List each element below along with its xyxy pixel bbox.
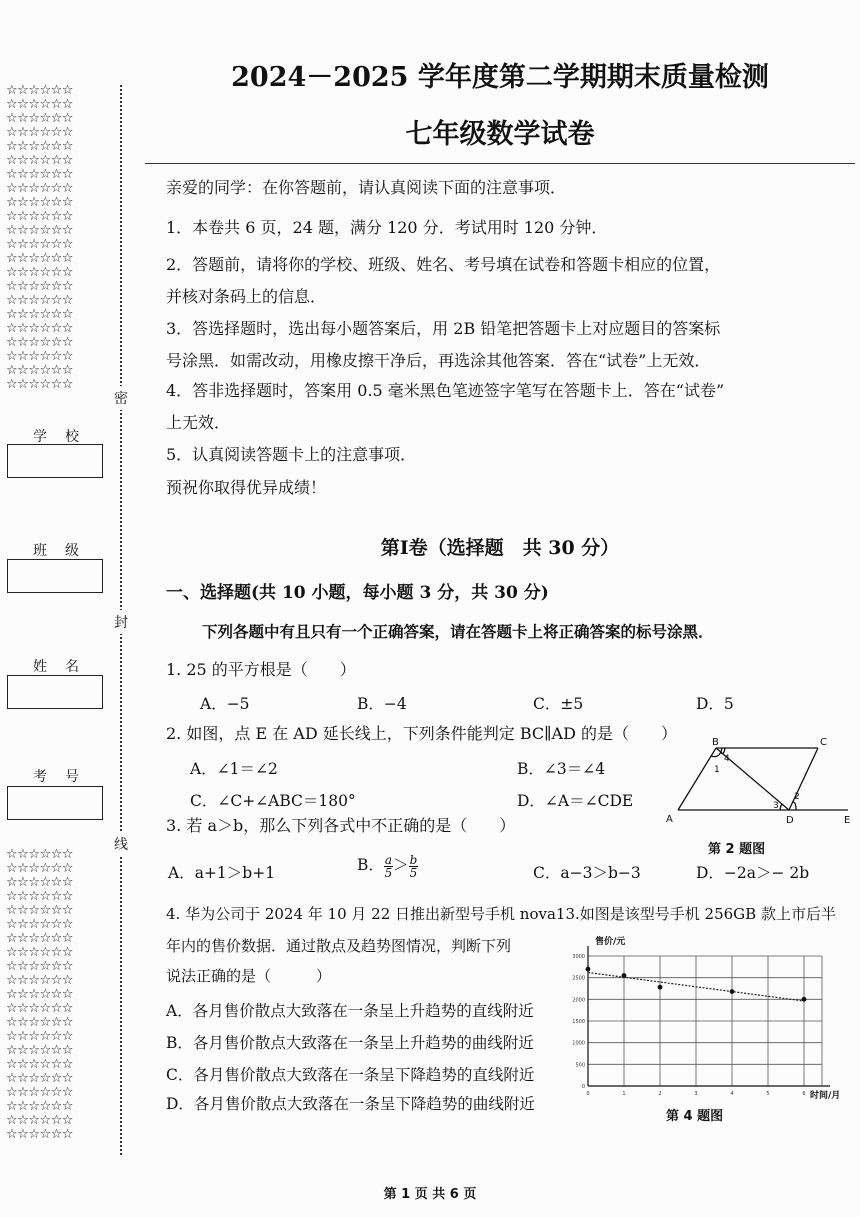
angle-arc-3 bbox=[780, 805, 783, 810]
notice-item-1: 1．本卷共 6 页，24 题，满分 120 分．考试用时 120 分钟． bbox=[166, 218, 608, 237]
angle-label-3: 3 bbox=[773, 801, 779, 811]
y-axis-label: 售价/元 bbox=[595, 937, 626, 947]
q1-stem: 1. 25 的平方根是（ ） bbox=[166, 660, 356, 679]
y-tick-label: 500 bbox=[575, 1062, 585, 1069]
notice-item-2b: 并核对条码上的信息． bbox=[166, 287, 327, 306]
y-tick-label: 2000 bbox=[572, 997, 585, 1004]
section-instruction: 下列各题中有且只有一个正确答案，请在答题卡上将正确答案的标号涂黑． bbox=[202, 622, 714, 641]
notice-item-4a: 4．答非选择题时，答案用 0.5 毫米黑色笔迹签字笔写在答题卡上．答在“试卷” bbox=[166, 381, 725, 400]
angle-label-2: 2 bbox=[794, 792, 800, 802]
notice-item-4b: 上无效． bbox=[166, 413, 231, 432]
header-rule bbox=[145, 163, 855, 164]
q1-option-c[interactable]: C．±5 bbox=[533, 695, 584, 713]
decorative-stars-top: ☆☆☆☆☆☆ ☆☆☆☆☆☆ ☆☆☆☆☆☆ ☆☆☆☆☆☆ ☆☆☆☆☆☆ ☆☆☆☆☆☆ ☆☆☆☆☆☆ ☆☆☆☆☆☆ ☆☆☆☆☆☆ ☆☆☆☆☆☆ ☆☆☆☆☆☆ ☆☆☆☆☆☆ ☆☆☆☆☆☆ ☆☆☆☆☆☆ ☆☆☆☆☆☆ ☆☆☆☆☆☆ ☆☆☆☆☆☆ ☆☆☆☆☆☆ ☆☆☆☆☆☆ ☆☆☆☆☆☆ ☆☆☆☆☆☆ ☆☆☆☆☆☆ bbox=[6, 83, 73, 392]
q3-option-c[interactable]: C．a−3＞b−3 bbox=[533, 864, 641, 882]
q4-stem-line3: 说法正确的是（ ） bbox=[166, 967, 332, 985]
q1-option-a[interactable]: A．−5 bbox=[200, 695, 250, 713]
q4-stem-line1: 4. 华为公司于 2024 年 10 月 22 日推出新型号手机 nova13.如图是该型号手机 256GB 款上市后半 bbox=[166, 905, 836, 923]
q3-option-d[interactable]: D．−2a＞− 2b bbox=[696, 864, 810, 882]
seal-char-xian: 线 bbox=[114, 832, 128, 856]
x-tick-label: 1 bbox=[622, 1091, 626, 1097]
fraction-a-over-5: $\frac{a}{5}$ bbox=[384, 852, 393, 880]
fraction-b-over-5: $\frac{b}{5}$ bbox=[409, 852, 418, 880]
q3-option-b-prefix: B． bbox=[357, 856, 384, 874]
seal-char-mi: 密 bbox=[114, 386, 128, 410]
name-field[interactable] bbox=[7, 675, 103, 709]
q3-option-b-gt: ＞ bbox=[393, 856, 409, 874]
decorative-stars-bottom: ☆☆☆☆☆☆ ☆☆☆☆☆☆ ☆☆☆☆☆☆ ☆☆☆☆☆☆ ☆☆☆☆☆☆ ☆☆☆☆☆☆ ☆☆☆☆☆☆ ☆☆☆☆☆☆ ☆☆☆☆☆☆ ☆☆☆☆☆☆ ☆☆☆☆☆☆ ☆☆☆☆☆☆ ☆☆☆☆☆☆ ☆☆☆☆☆☆ ☆☆☆☆☆☆ ☆☆☆☆☆☆ ☆☆☆☆☆☆ ☆☆☆☆☆☆ ☆☆☆☆☆☆ ☆☆☆☆☆☆ ☆☆☆☆☆☆ bbox=[6, 847, 73, 1142]
label-b: B bbox=[712, 737, 719, 748]
q3-option-a[interactable]: A．a+1＞b+1 bbox=[168, 864, 276, 882]
label-d: D bbox=[786, 815, 794, 826]
q2-stem: 2. 如图，点 E 在 AD 延长线上，下列条件能判定 BC∥AD 的是（ ） bbox=[166, 724, 678, 743]
x-axis-label: 时间/月 bbox=[810, 1091, 841, 1101]
q4-figure-caption: 第 4 题图 bbox=[666, 1109, 724, 1124]
angle-label-4: 4 bbox=[724, 754, 730, 764]
q4-option-c[interactable]: C．各月售价散点大致落在一条呈下降趋势的直线附近 bbox=[166, 1066, 535, 1084]
q3-stem: 3. 若 a＞b，那么下列各式中不正确的是（ ） bbox=[166, 816, 516, 835]
x-tick-label: 0 bbox=[586, 1091, 590, 1097]
x-tick-label: 4 bbox=[730, 1091, 734, 1097]
label-a: A bbox=[666, 814, 673, 825]
notice-item-2a: 2．答题前，请将你的学校、班级、姓名、考号填在试卷和答题卡相应的位置， bbox=[166, 255, 721, 274]
q4-stem-line2: 年内的售价数据．通过散点及趋势图情况，判断下列 bbox=[166, 937, 512, 955]
q4-scatter-chart bbox=[564, 934, 854, 1106]
notice-item-3b: 号涂黑．如需改动，用橡皮擦干净后，再选涂其他答案．答在“试卷”上无效． bbox=[166, 351, 711, 370]
class-field[interactable] bbox=[7, 559, 103, 593]
segment-ab bbox=[678, 748, 716, 810]
label-c: C bbox=[820, 737, 827, 748]
y-tick-label: 1000 bbox=[572, 1040, 585, 1047]
scatter-point bbox=[622, 973, 627, 978]
x-tick-label: 2 bbox=[658, 1091, 662, 1097]
q4-option-a[interactable]: A．各月售价散点大致落在一条呈上升趋势的直线附近 bbox=[166, 1002, 534, 1020]
q2-figure-caption: 第 2 题图 bbox=[708, 842, 766, 857]
scatter-point bbox=[586, 967, 591, 972]
exam-subtitle: 七年级数学试卷 bbox=[405, 119, 595, 150]
q2-option-c[interactable]: C．∠C+∠ABC＝180° bbox=[190, 792, 356, 810]
x-tick-label: 5 bbox=[766, 1091, 770, 1097]
q2-option-a[interactable]: A．∠1＝∠2 bbox=[190, 760, 278, 778]
notice-item-5: 5．认真阅读答题卡上的注意事项． bbox=[166, 445, 417, 464]
q1-option-d[interactable]: D．5 bbox=[696, 695, 734, 713]
x-tick-label: 3 bbox=[694, 1091, 698, 1097]
y-tick-label: 3000 bbox=[572, 954, 585, 960]
scatter-point bbox=[658, 985, 663, 990]
q2-option-b[interactable]: B．∠3＝∠4 bbox=[517, 760, 606, 778]
scatter-point bbox=[730, 989, 735, 994]
field-label-exam-number: 考号 bbox=[33, 769, 97, 785]
y-tick-label: 0 bbox=[581, 1084, 585, 1090]
field-label-name: 姓名 bbox=[33, 659, 97, 675]
q2-geometry-figure bbox=[662, 734, 854, 834]
field-label-class: 班级 bbox=[33, 543, 97, 559]
exam-title: 2024－2025 学年度第二学期期末质量检测 bbox=[231, 62, 769, 93]
notice-intro: 亲爱的同学：在你答题前，请认真阅读下面的注意事项． bbox=[166, 178, 567, 197]
label-e: E bbox=[844, 815, 851, 826]
notice-item-3a: 3．答选择题时，选出每小题答案后，用 2B 铅笔把答题卡上对应题目的答案标 bbox=[166, 319, 721, 338]
x-tick-label: 6 bbox=[802, 1091, 806, 1097]
angle-arc-2 bbox=[793, 802, 796, 810]
q1-option-b[interactable]: B．−4 bbox=[357, 695, 407, 713]
scatter-point bbox=[802, 997, 807, 1002]
part1-title: 第Ⅰ卷（选择题 共 30 分） bbox=[380, 537, 620, 559]
section-title: 一、选择题(共 10 小题，每小题 3 分，共 30 分) bbox=[166, 583, 549, 603]
field-label-school: 学校 bbox=[33, 429, 97, 445]
q4-option-d[interactable]: D．各月售价散点大致落在一条呈下降趋势的曲线附近 bbox=[166, 1095, 535, 1113]
y-tick-label: 1500 bbox=[572, 1019, 585, 1025]
exam-number-field[interactable] bbox=[7, 786, 103, 820]
y-tick-label: 2500 bbox=[572, 975, 585, 982]
page-footer: 第 1 页 共 6 页 bbox=[383, 1187, 477, 1202]
q2-option-d[interactable]: D．∠A＝∠CDE bbox=[517, 792, 634, 810]
seal-char-feng: 封 bbox=[114, 610, 128, 634]
q4-option-b[interactable]: B．各月售价散点大致落在一条呈上升趋势的曲线附近 bbox=[166, 1034, 534, 1052]
angle-label-1: 1 bbox=[714, 765, 720, 775]
q3-option-b[interactable] bbox=[357, 853, 418, 879]
school-field[interactable] bbox=[7, 444, 103, 478]
notice-wish: 预祝你取得优异成绩！ bbox=[166, 478, 327, 497]
